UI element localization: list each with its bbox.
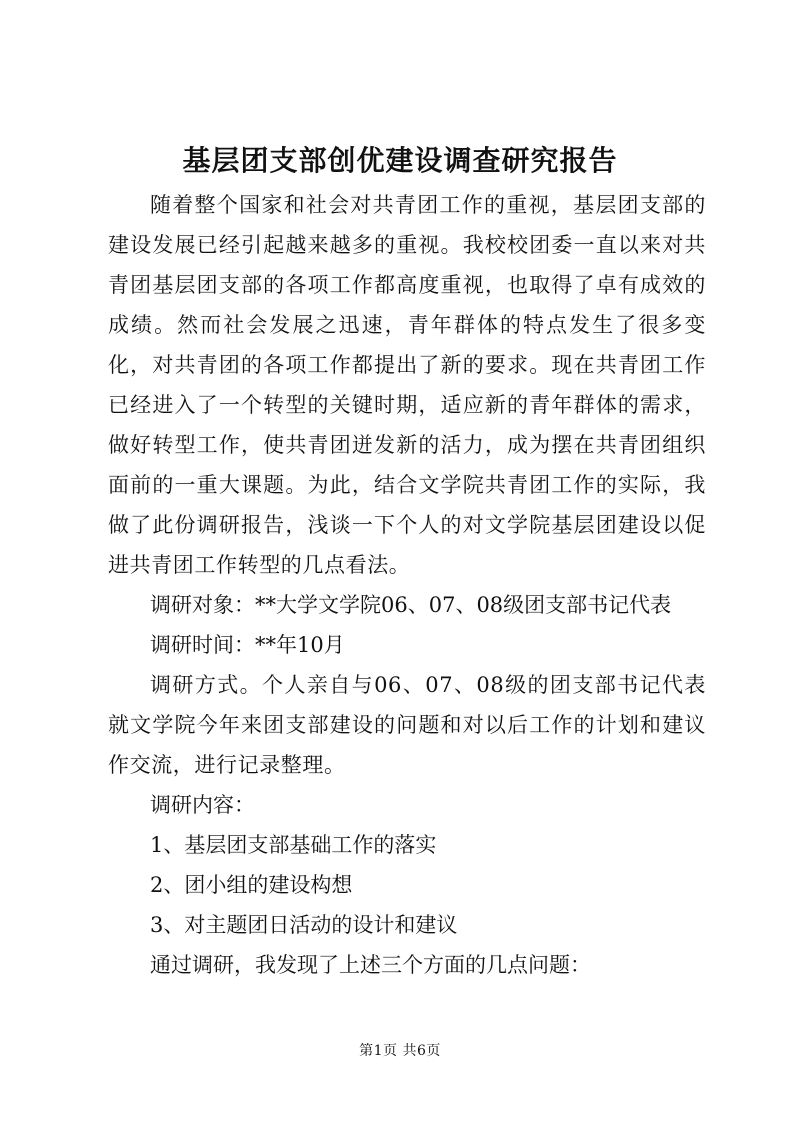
page-footer: 第1页 共6页: [359, 1043, 441, 1059]
survey-content-heading: 调研内容：: [150, 793, 255, 817]
survey-time: 调研时间：**年10月: [150, 633, 345, 657]
content-item-1: 1、基层团支部基础工作的落实: [150, 833, 437, 857]
document-body: [108, 185, 706, 985]
findings-intro: 通过调研，我发现了上述三个方面的几点问题：: [150, 953, 591, 977]
intro-paragraph: 随着整个国家和社会对共青团工作的重视，基层团支部的建设发展已经引起越来越多的重视。我校校团委一直以来对共青团基层团支部的各项工作都高度重视，也取得了卓有成效的成绩。然而社会发展之迅速，青年群体的特点发生了很多变化，对共青团的各项工作都提出了新的要求。现在共青团工作已经进入了一个转型的关键时期，适应新的青年群体的需求，做好转型工作，使共青团迸发新的活力，成为摆在共青团组织面前的一重大课题。为此，结合文学院共青团工作的实际，我做了此份调研报告，浅谈一下个人的对文学院基层团建设以促进共青团工作转型的几点看法。: [108, 193, 706, 577]
survey-method-paragraph: 调研方式。个人亲自与06、07、08级的团支部书记代表就文学院今年来团支部建设的问题和对以后工作的计划和建议作交流，进行记录整理。: [108, 673, 706, 777]
content-item-2: 2、团小组的建设构想: [150, 873, 353, 897]
content-item-3: 3、对主题团日活动的设计和建议: [150, 913, 458, 937]
survey-subject: 调研对象：**大学文学院06、07、08级团支部书记代表: [150, 593, 672, 617]
document-title: 基层团支部创优建设调查研究报告: [182, 144, 618, 177]
